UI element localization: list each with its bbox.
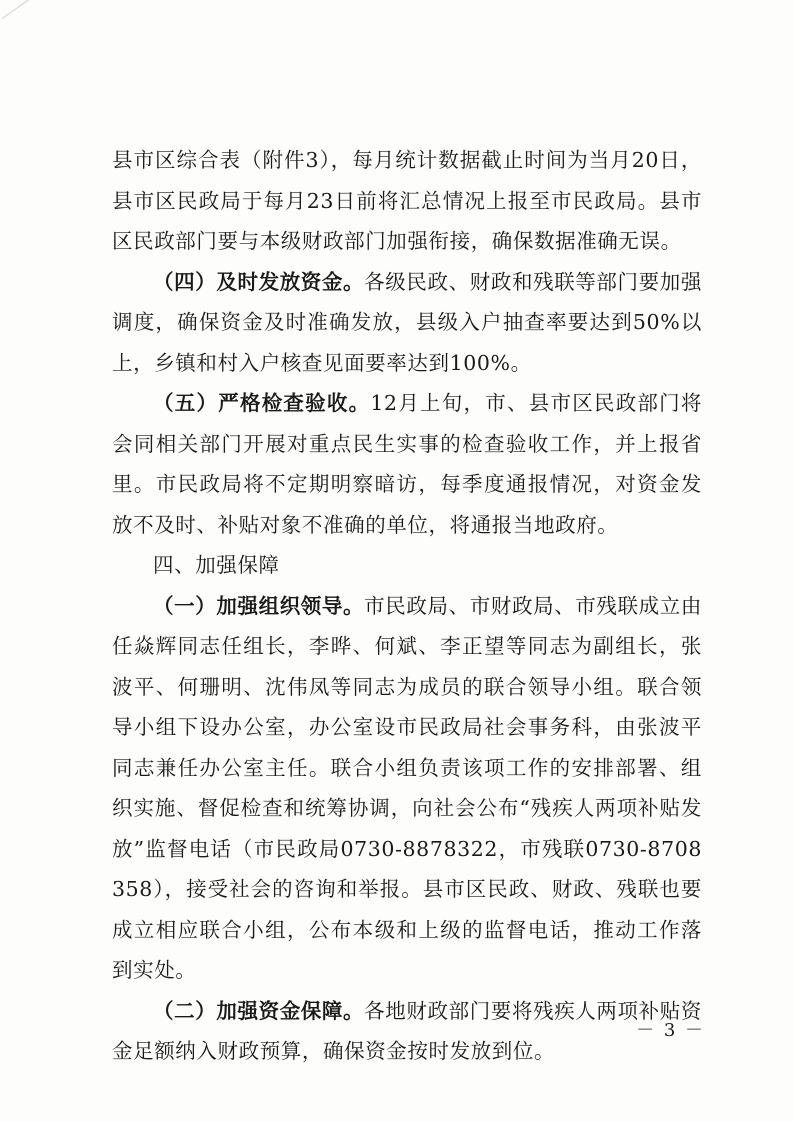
section-heading: （五）严格检查验收。 (153, 391, 371, 415)
paragraph-text: 12月上旬，市、县市区民政部门将会同相关部门开展对重点民生实事的检查验收工作，并上报省里。市民政局将不定期明察暗访，每季度通报情况，对资金发放不及时、补贴对象不准确的单位，将通报当地政府。 (112, 391, 703, 537)
paragraph-text: 各级民政、财政和残联等部门要加强调度，确保资金及时准确发放，县级入户抽查率要达到50%以上，乡镇和村入户核查见面要率达到100%。 (112, 269, 702, 375)
section-title-guarantee (112, 545, 702, 586)
section-heading: （二）加强资金保障。 (153, 998, 365, 1023)
paragraph-inspection (112, 383, 702, 545)
page-number: － 3 － (636, 1020, 705, 1041)
paragraph-text: 市民政局、市财政局、市残联成立由任焱辉同志任组长，李晔、何斌、李正望等同志为副组长，张波平、何珊明、沈伟凤等同志为成员的联合领导小组。联合领导小组下设办公室，办公室设市民政局社会事务科，由张波平同志兼任办公室主任。联合小组负责该项工作的安排部署、组织实施、督促检查和统筹协调，向社会公布“残疾人两项补贴发放”监督电话（市民政局0730-8878322，市残联0730-8708358），接受社会的咨询和举报。县市区民政、财政、残联也要成立相应联合小组，公布本级和上级的监督电话，推动工作落到实处。 (112, 593, 702, 982)
paragraph-timely-payment (112, 262, 702, 384)
document-body (112, 140, 702, 1072)
section-heading: （一）加强组织领导。 (153, 593, 365, 618)
scan-corner-mark (2, 0, 34, 19)
paragraph-summary-table (112, 140, 702, 262)
section-title: 四、加强保障 (153, 553, 280, 577)
paragraph-text: 县市区综合表（附件3），每月统计数据截止时间为当月20日，县市区民政局于每月23日前将汇总情况上报至市民政局。县市区民政部门要与本级财政部门加强衔接，确保数据准确无误。 (112, 148, 702, 253)
paragraph-funding (112, 991, 702, 1072)
section-heading: （四）及时发放资金。 (153, 269, 365, 294)
paragraph-organization (112, 586, 702, 991)
paragraph-text: 各地财政部门要将残疾人两项补贴资金足额纳入财政预算，确保资金按时发放到位。 (112, 998, 702, 1063)
